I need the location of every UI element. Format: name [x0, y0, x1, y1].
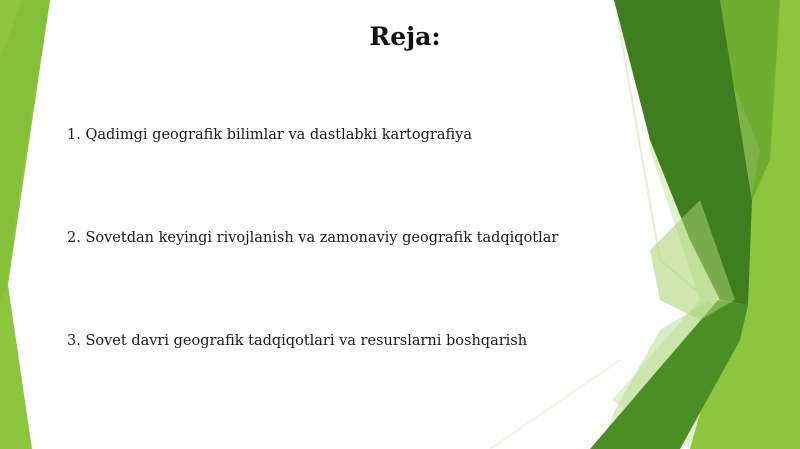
plan-item-2: 2. Sovetdan keyingi rivojlanish va zamonaviy geografik tadqiqotlar [67, 230, 559, 246]
plan-item-1: 1. Qadimgi geografik bilimlar va dastlabki kartografiya [67, 127, 472, 143]
plan-item-3: 3. Sovet davri geografik tadqiqotlari va resurslarni boshqarish [67, 333, 528, 349]
thin-diagonal-line-2 [490, 360, 620, 449]
slide-title: Reja: [369, 22, 441, 51]
left-green-band-shade [0, 0, 50, 300]
